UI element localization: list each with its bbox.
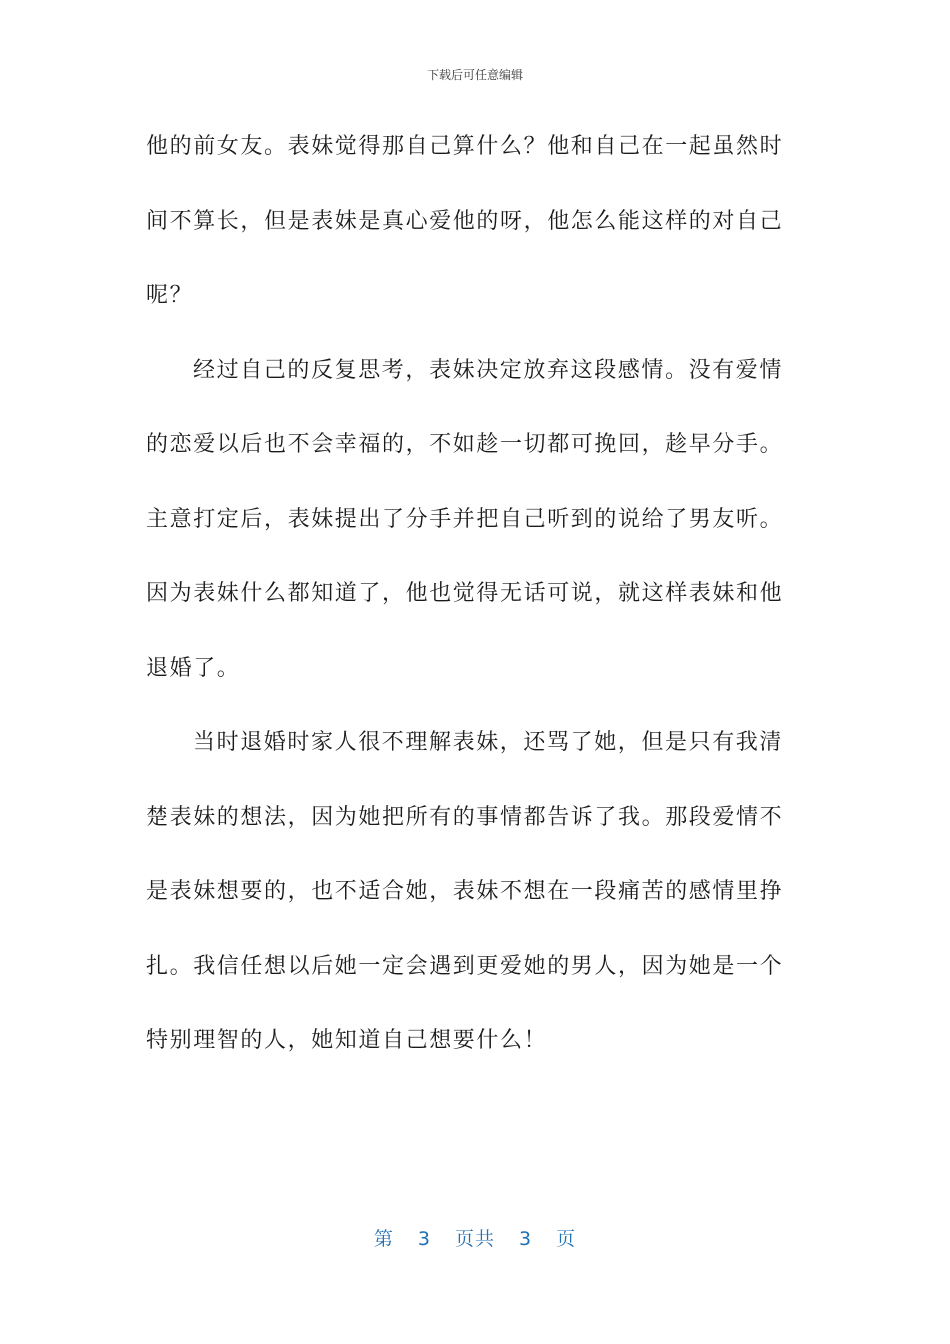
text-line: 扎。我信任想以后她一定会遇到更爱她的男人，因为她是一个 bbox=[146, 953, 784, 979]
text-line: 主意打定后，表妹提出了分手并把自己听到的说给了男友听。 bbox=[146, 506, 784, 532]
current-page-number: 3 bbox=[417, 1228, 431, 1250]
text-line: 他的前女友。表妹觉得那自己算什么？他和自己在一起虽然时 bbox=[146, 134, 784, 159]
footer-prefix: 第 bbox=[373, 1228, 394, 1250]
paragraph-start-line: 当时退婚时家人很不理解表妹，还骂了她，但是只有我清 bbox=[193, 730, 784, 755]
text-line: 楚表妹的想法，因为她把所有的事情都告诉了我。那段爱情不 bbox=[146, 804, 784, 830]
document-body bbox=[146, 121, 796, 1090]
text-line: 是表妹想要的，也不适合她，表妹不想在一段痛苦的感情里挣 bbox=[146, 879, 784, 904]
text-line: 呢？ bbox=[146, 283, 194, 308]
footer-middle: 页共 bbox=[454, 1228, 495, 1250]
text-line: 特别理智的人，她知道自己想要什么！ bbox=[146, 1028, 548, 1053]
footer-suffix: 页 bbox=[556, 1228, 577, 1250]
text-line: 退婚了。 bbox=[146, 655, 241, 681]
page-header: 下载后可任意编辑 bbox=[426, 68, 523, 82]
text-line: 因为表妹什么都知道了，他也觉得无话可说，就这样表妹和他 bbox=[146, 581, 784, 606]
paragraph-start-line: 经过自己的反复思考，表妹决定放弃这段感情。没有爱情 bbox=[193, 357, 784, 383]
text-line: 间不算长，但是表妹是真心爱他的呀，他怎么能这样的对自己 bbox=[146, 208, 784, 234]
page-footer bbox=[0, 1224, 950, 1251]
total-pages-number: 3 bbox=[519, 1228, 533, 1250]
text-line: 的恋爱以后也不会幸福的，不如趁一切都可挽回，趁早分手。 bbox=[146, 432, 784, 457]
